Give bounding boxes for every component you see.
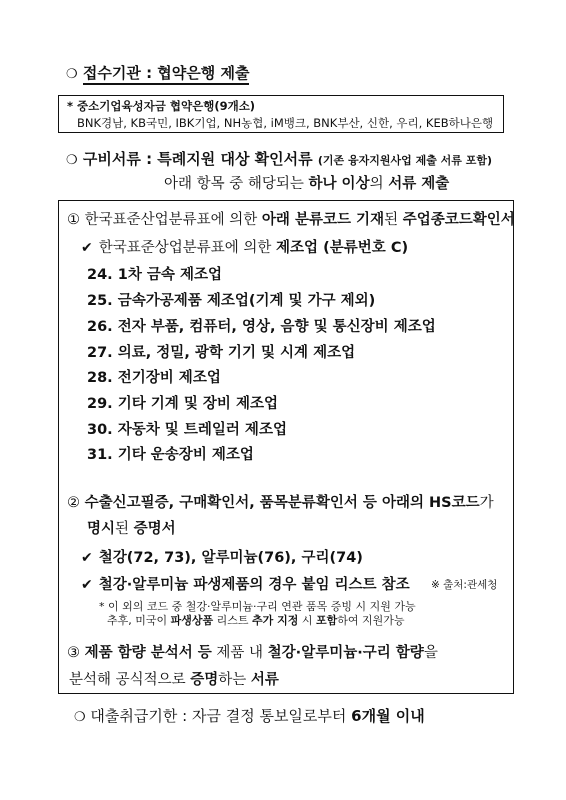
note-text: 리스트: [213, 614, 253, 627]
item1-check-line: [81, 236, 408, 257]
note-text: 시: [298, 614, 316, 627]
note-text: 하여 지원가능: [337, 614, 405, 627]
instruction-text-mid: 의: [369, 176, 389, 192]
checkmark-icon: ✔: [81, 550, 93, 566]
item3-heading: [67, 641, 438, 662]
section-required-documents: [66, 148, 492, 169]
code-item: 28. 전기장비 제조업: [87, 370, 221, 386]
item3-text-tail: 을: [423, 645, 438, 661]
item2-check-metals-text: 철강(72, 73), 알루미늄(76), 구리(74): [98, 550, 363, 566]
item2-check-derivatives-text: 철강·알루미늄 파생제품의 경우 붙임 리스트 참조: [98, 577, 410, 593]
item2-text-mid: 된: [115, 521, 134, 537]
circle-bullet-icon: ❍: [74, 710, 86, 725]
instruction-emphasis-one: 하나 이상: [308, 176, 370, 192]
circle-bullet-icon: ❍: [66, 153, 78, 168]
loan-deadline-emphasis: 6개월 이내: [351, 707, 425, 725]
item1-check-emphasis: 제조업 (분류번호 C): [276, 240, 409, 256]
item3-emphasis-content: 철강·알루미늄·구리 함량: [267, 645, 424, 661]
required-documents-label: 구비서류 : 특례지원 대상 확인서류: [82, 150, 313, 168]
partner-banks-list: BNK경남, KB국민, IBK기업, NH농협, iM뱅크, BNK부산, 신한, 우리, KEB하나은행: [77, 116, 494, 130]
item1-emphasis-code: 아래 분류코드 기재: [261, 212, 385, 228]
item3-heading-line2: [69, 668, 279, 689]
instruction-text: 아래 항목 중 해당되는: [164, 176, 309, 192]
code-item: 29. 기타 기계 및 장비 제조업: [87, 396, 278, 412]
note-text: 추후, 미국이: [107, 614, 171, 627]
loan-deadline: [74, 705, 425, 726]
instruction-emphasis-submit: 서류 제출: [388, 176, 450, 192]
required-documents-paren: (기존 융자지원사업 제출 서류 포함): [317, 154, 493, 167]
item3-emphasis-document: 서류: [250, 672, 279, 688]
code-item: 27. 의료, 정밀, 광학 기기 및 시계 제조업: [87, 345, 356, 361]
code-item: 31. 기타 운송장비 제조업: [87, 447, 254, 463]
item3-emphasis-analysis: 제품 함량 분석서 등: [84, 645, 212, 661]
item2-heading-line2: [87, 517, 176, 538]
item2-emphasis-certificate: 증명서: [133, 521, 176, 537]
partner-banks-note: [58, 95, 504, 133]
item2-emphasis: 수출신고필증, 구매확인서, 품목분류확인서 등 아래의 HS코드: [84, 495, 480, 511]
item3-number: ③: [67, 645, 80, 661]
receiving-agency-label: 접수기관 : 협약은행 제출: [83, 64, 250, 85]
item3-text: 제품 내: [211, 645, 268, 661]
code-item: 24. 1차 금속 제조업: [87, 267, 222, 283]
checkmark-icon: ✔: [81, 577, 93, 593]
item1-check-text: 한국표준상업분류표에 의한: [98, 240, 277, 256]
item3-line2-text: 분석해 공식적으로: [69, 672, 191, 688]
item1-number: ①: [67, 212, 80, 228]
item3-emphasis-prove: 증명: [190, 672, 219, 688]
partner-banks-title: * 중소기업육성자금 협약은행(9개소): [67, 99, 256, 113]
code-item: 25. 금속가공제품 제조업(기계 및 가구 제외): [87, 293, 376, 309]
note-emphasis-include: 포함: [315, 614, 338, 627]
code-item: 30. 자동차 및 트레일러 제조업: [87, 422, 287, 438]
item1-text-mid: 된: [384, 212, 403, 228]
item2-heading: [67, 491, 494, 512]
code-item: 26. 전자 부품, 컴퓨터, 영상, 음향 및 통신장비 제조업: [87, 319, 436, 335]
note-emphasis-derivatives: 파생상품: [170, 614, 214, 627]
checkmark-icon: ✔: [81, 240, 93, 256]
item2-note-line2: [107, 612, 405, 628]
item2-check-derivatives: [81, 573, 410, 594]
required-documents-instruction: [164, 172, 449, 193]
circle-bullet-icon: ❍: [66, 67, 78, 82]
item2-check-metals: [81, 546, 363, 567]
documents-box: [58, 200, 514, 694]
item2-note-line1: * 이 외의 코드 중 철강·알루미늄·구리 연관 품목 증빙 시 지원 가능: [99, 600, 416, 613]
note-emphasis-designation: 추가 지정: [252, 614, 299, 627]
loan-deadline-text: 대출취급기한 : 자금 결정 통보일로부터: [85, 707, 352, 725]
section-receiving-agency: [66, 62, 249, 83]
item3-line2-mid: 하는: [218, 672, 251, 688]
item1-emphasis-certificate: 주업종코드확인서: [402, 212, 515, 228]
item2-number: ②: [67, 495, 80, 511]
item1-heading: [67, 208, 515, 229]
source-note: ※ 출처:관세청: [431, 579, 498, 591]
item2-emphasis-specify: 명시: [87, 521, 116, 537]
item1-text: 한국표준산업분류표에 의한: [80, 212, 262, 228]
item2-text-tail: 가: [479, 495, 494, 511]
